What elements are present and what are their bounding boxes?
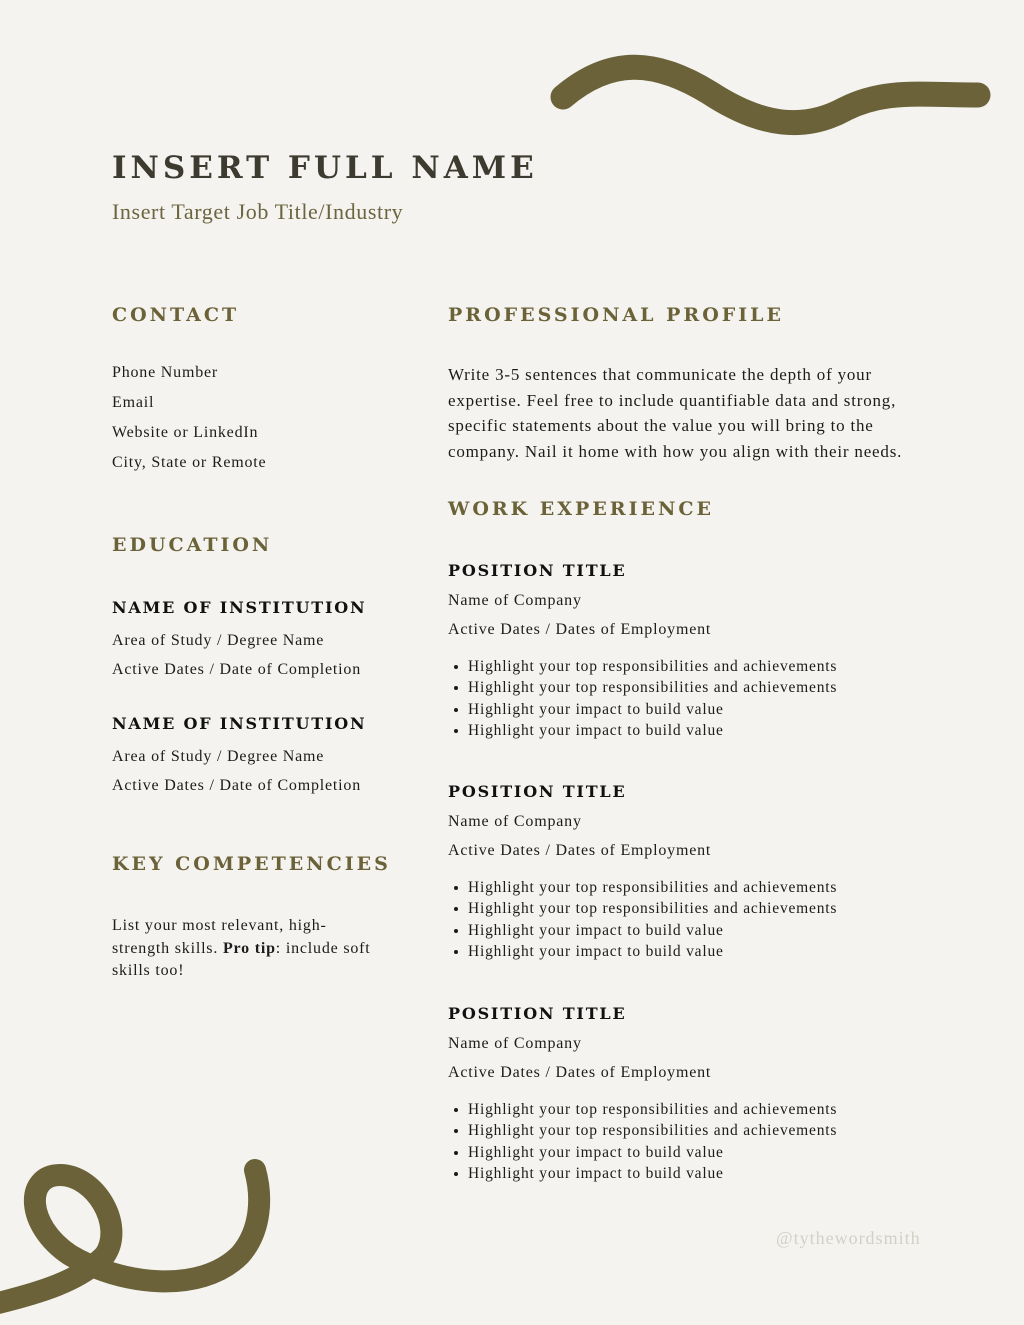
- employment-dates: Active Dates / Dates of Employment: [448, 621, 712, 638]
- target-job-title: Insert Target Job Title/Industry: [112, 199, 404, 224]
- company-name: Name of Company: [448, 813, 582, 830]
- contact-website: Website or LinkedIn: [112, 424, 259, 441]
- company-name: Name of Company: [448, 1035, 582, 1052]
- list-item: Highlight your top responsibilities and achievements: [448, 1099, 948, 1120]
- list-item: Highlight your impact to build value: [448, 699, 948, 720]
- education-entry: [112, 598, 412, 689]
- loop-squiggle-icon: [0, 1145, 300, 1325]
- profile-text: Write 3-5 sentences that communicate the depth of your expertise. Feel free to include quantifiable data and strong, specific statements about the value you will bring to the company. Nail it home with how you align with their needs.: [448, 365, 903, 461]
- competencies-text: [112, 915, 374, 983]
- list-item: Highlight your top responsibilities and achievements: [448, 677, 948, 698]
- education-heading: EDUCATION: [112, 534, 273, 556]
- competencies-lead: List your most relevant, high-strength skills.: [112, 917, 327, 957]
- list-item: Highlight your top responsibilities and achievements: [448, 877, 948, 898]
- employment-dates: Active Dates / Dates of Employment: [448, 1064, 712, 1081]
- job-entry: [448, 561, 948, 741]
- job-entry: [448, 1004, 948, 1184]
- completion-date: Active Dates / Date of Completion: [112, 661, 362, 678]
- watermark-handle: @tythewordsmith: [776, 1228, 921, 1248]
- contact-location: City, State or Remote: [112, 454, 267, 471]
- achievement-list: [448, 877, 948, 962]
- contact-email: Email: [112, 394, 155, 411]
- achievement-list: [448, 656, 948, 741]
- education-entry: [112, 714, 412, 805]
- degree-name: Area of Study / Degree Name: [112, 632, 325, 649]
- company-name: Name of Company: [448, 592, 582, 609]
- achievement-list: [448, 1099, 948, 1184]
- list-item: Highlight your top responsibilities and achievements: [448, 898, 948, 919]
- position-title: POSITION TITLE: [448, 561, 627, 580]
- list-item: Highlight your impact to build value: [448, 920, 948, 941]
- list-item: Highlight your top responsibilities and achievements: [448, 1120, 948, 1141]
- profile-heading: PROFESSIONAL PROFILE: [448, 304, 784, 326]
- wavy-squiggle-icon: [540, 45, 1005, 145]
- competencies-tail: : include soft skills too!: [112, 939, 371, 979]
- employment-dates: Active Dates / Dates of Employment: [448, 842, 712, 859]
- full-name: INSERT FULL NAME: [112, 150, 538, 186]
- competencies-heading: KEY COMPETENCIES: [112, 853, 391, 875]
- list-item: Highlight your impact to build value: [448, 941, 948, 962]
- job-entry: [448, 782, 948, 962]
- position-title: POSITION TITLE: [448, 1004, 627, 1023]
- contact-phone: Phone Number: [112, 364, 219, 381]
- list-item: Highlight your impact to build value: [448, 1163, 948, 1184]
- contact-list: [112, 362, 392, 482]
- list-item: Highlight your top responsibilities and achievements: [448, 656, 948, 677]
- institution-name: NAME OF INSTITUTION: [112, 714, 367, 733]
- experience-heading: WORK EXPERIENCE: [448, 498, 714, 520]
- position-title: POSITION TITLE: [448, 782, 627, 801]
- contact-heading: CONTACT: [112, 304, 240, 326]
- list-item: Highlight your impact to build value: [448, 1142, 948, 1163]
- degree-name: Area of Study / Degree Name: [112, 748, 325, 765]
- completion-date: Active Dates / Date of Completion: [112, 777, 362, 794]
- list-item: Highlight your impact to build value: [448, 720, 948, 741]
- institution-name: NAME OF INSTITUTION: [112, 598, 367, 617]
- pro-tip-label: Pro tip: [222, 939, 276, 957]
